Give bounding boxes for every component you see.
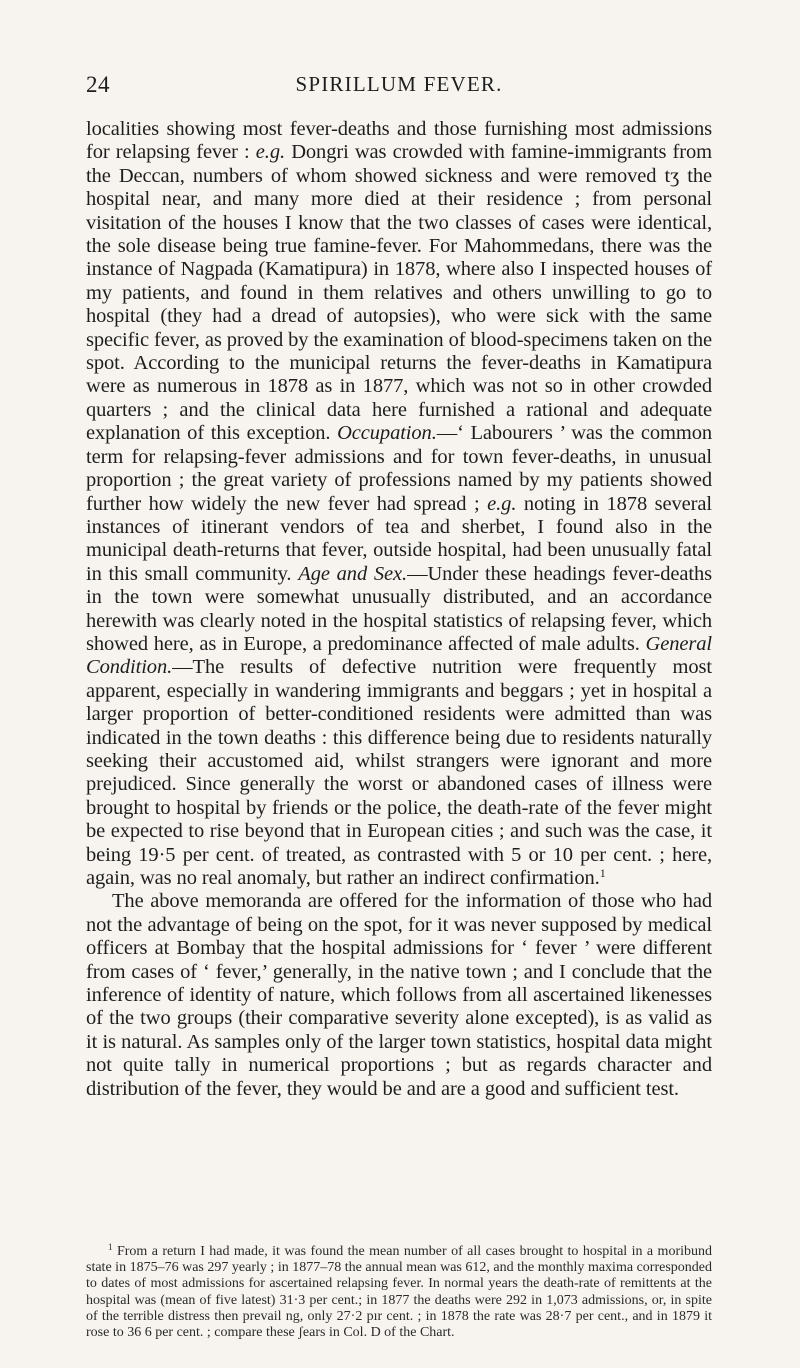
text-run: localities showing most fever-deaths and those furnishing most admissions for relapsing fever : xyxy=(86,118,712,164)
italic-run: Age and Sex. xyxy=(298,562,408,585)
italic-run: e.g. xyxy=(487,492,517,515)
text-run: The above memoranda are offered for the information of those who had not the advantage of being on the spot, for it was never supposed by medical officers at Bombay that the hospital admissions for ‘ fever ’ were different from cases of ‘ fever,’ generally, in the native town ; and I conclude that the inference of identity of nature, which follows from all ascertained likenesses of the two groups (their comparative severity alone excepted), is as valid as it is natural. As samples only of the larger town statistics, hospital data might not quite tally in numerical proportions ; but as regards character and distribution of the fever, they would be and are a good and sufficient test. xyxy=(86,890,712,1100)
text-run: Dongri was crowded with famine-immigrants from the Deccan, numbers of whom showed sickness and were removed tʒ the hospital near, and many more died at their residence ; from personal visitation of the houses I know that the two classes of cases were identical, the sole disease being true famine-fever. For Mahommedans, there was the instance of Nagpada (Kamatipura) in 1878, where also I inspected houses of my patients, and found in them relatives and others unwilling to go to hospital (they had a dread of autopsies), who were sick with the same specific fever, as proved by the examination of blood-specimens taken on the spot. According to the municipal returns the fever-deaths in Kamatipura were as numerous in 1878 as in 1877, which was not so in other crowded quarters ; and the clinical data here furnished a rational and adequate explanation of this exception. xyxy=(86,141,712,445)
body-text xyxy=(86,118,712,1101)
text-run: noting in 1878 several instances of itinerant vendors of tea and sherbet, I found also in the municipal death-returns that fever, outside hospital, had been unusually fatal in this small community. xyxy=(86,492,712,585)
italic-run: General Condition. xyxy=(86,632,712,679)
footnote-marker: 1 xyxy=(108,1242,113,1252)
text-run: —Under these headings fever-deaths in the town were somewhat unusually distributed, and an accordance herewith was clearly noted in the hospital statistics of relapsing fever, which showed here, as in Europe, a predominance affected of male adults. xyxy=(86,562,712,655)
text-run: —The results of defective nutrition were frequently most apparent, especially in wandering immigrants and beggars ; yet in hospital a larger proportion of better-conditioned residents were admitted than was indicated in the town deaths : this difference being due to residents naturally seeking their accustomed aid, whilst strangers were ignorant and more prejudiced. Since generally the worst or abandoned cases of illness were brought to hospital by friends or the police, the death-rate of the fever might be expected to rise beyond that in European cities ; and such was the case, it being 19·5 per cent. of treated, as contrasted with 5 or 10 per cent. ; here, again, was no real anomaly, but rather an indirect confirmation. xyxy=(86,656,712,889)
footnote xyxy=(86,1244,712,1341)
paragraph-2 xyxy=(86,890,712,1101)
running-title: SPIRILLUM FEVER. xyxy=(295,72,503,96)
footnote-text: From a return I had made, it was found the mean number of all cases brought to hospital in a moribund state in 1875–76 was 297 yearly ; in 1877–78 the annual mean was 612, and the monthly maxima corresponded to dates of most admissions for ascertained relapsing fever. In normal years the death-rate of remittents at the hospital was (mean of five latest) 31·3 per cent.; in 1877 the deaths were 292 in 1,073 admissions, or, in spite of the terrible distress then prevail ng, only 27·2 pır cent. ; in 1878 the rate was 28·7 per cent., and in 1879 it rose to 36 6 per cent. ; compare these ʃears in Col. D of the Chart. xyxy=(86,1244,713,1341)
italic-run: Occupation. xyxy=(337,422,437,445)
page-number: 24 xyxy=(86,72,110,97)
footnote-reference: 1 xyxy=(599,866,606,880)
paragraph-1 xyxy=(86,118,712,890)
italic-run: e.g. xyxy=(255,141,285,164)
text-run: —‘ Labourers ’ was the common term for relapsing-fever admissions and for town fever-deaths, in unusual proportion ; the great variety of professions named by my patients showed further how widely the new fever had spread ; xyxy=(86,422,713,515)
running-head xyxy=(86,72,712,102)
